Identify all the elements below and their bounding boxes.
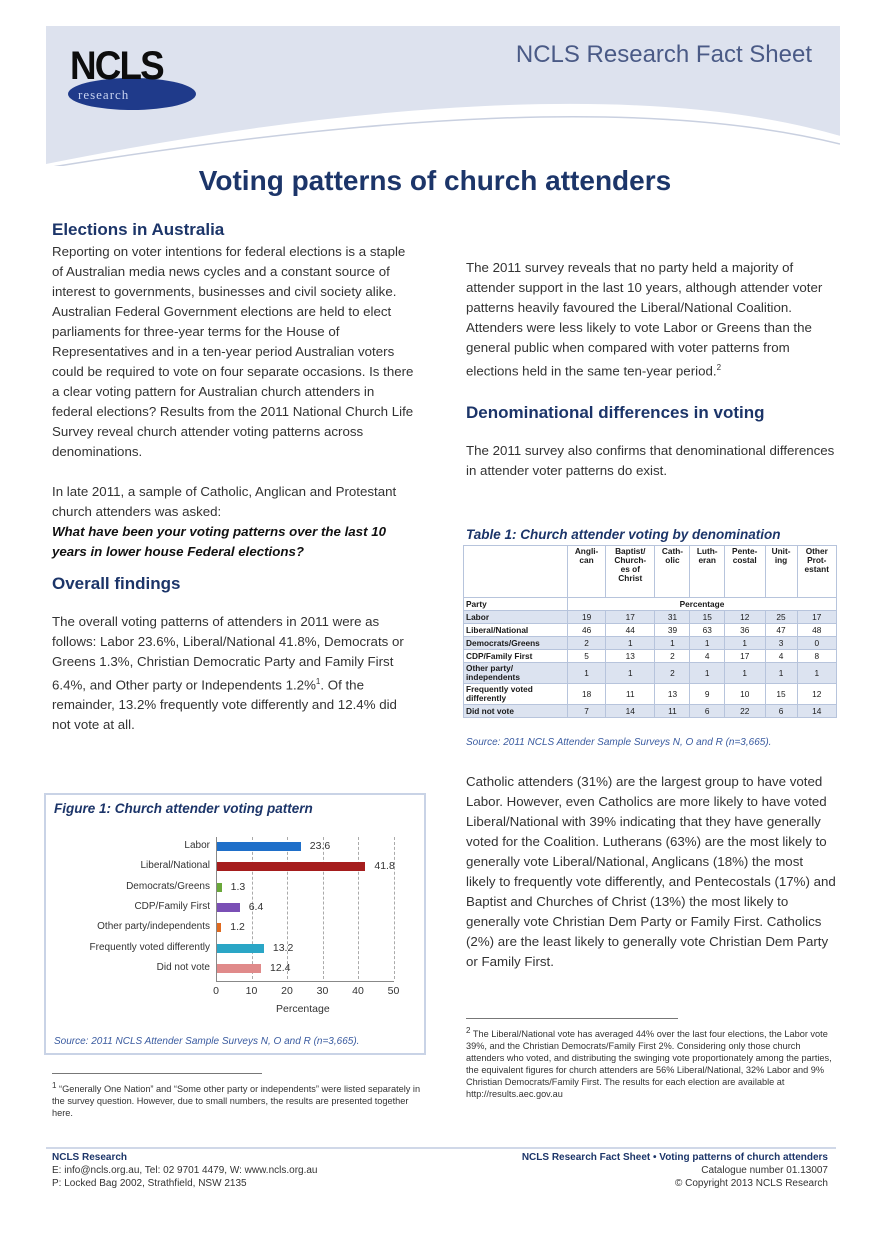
column-header: Other Prot- estant (797, 546, 836, 598)
footnote-2-text: The Liberal/National vote has averaged 44% over the last four elections, the Labor vote 39%, and the Christian Democrats/Family First 2%. Considering only those church attenders who voted, and distributing the swinging vote proportionately among the parties, the equivalent figures for church attenders are 56% Liberal/National, 32% Labor and 9% Christian Democrats/Family First. The results for each election are available at http://results.aec.gov.au (466, 1029, 832, 1100)
value-cell: 11 (606, 684, 655, 705)
value-cell: 3 (765, 637, 797, 650)
value-cell: 10 (724, 684, 765, 705)
value-cell: 1 (568, 663, 606, 684)
bar (217, 862, 365, 871)
bar-value-label: 13.2 (272, 941, 294, 954)
value-cell: 36 (724, 624, 765, 637)
bar-category-label: Frequently voted differently (89, 941, 210, 953)
value-cell: 48 (797, 624, 836, 637)
table-corner-cell (464, 546, 568, 598)
value-cell: 4 (690, 650, 724, 663)
value-cell: 0 (797, 637, 836, 650)
value-cell: 19 (568, 611, 606, 624)
percentage-label-cell: Percentage (568, 598, 837, 611)
survey-question: What have been your voting patterns over the last 10 years in lower house Federal elections? (52, 524, 386, 559)
x-tick-label: 10 (245, 985, 258, 998)
value-cell: 13 (655, 684, 690, 705)
value-cell: 8 (797, 650, 836, 663)
overall-text-b: . Of the remainder, 13.2% frequently vote differently and 12.4% did not vote at all. (52, 677, 397, 733)
footnote-2-number: 2 (466, 1026, 471, 1035)
denominational-paragraph: The 2011 survey also confirms that denominational differences in attender voter patterns do exist. (466, 443, 835, 479)
table-row (464, 611, 837, 624)
figure-source: Source: 2011 NCLS Attender Sample Surveys N, O and R (n=3,665). (54, 1036, 360, 1047)
table-header-row (464, 546, 837, 598)
footnote-1-text: “Generally One Nation” and “Some other party or independents” were listed separately in the survey question. However, due to small numbers, the results are presented together here. (52, 1084, 421, 1119)
section-heading-elections: Elections in Australia (52, 220, 225, 239)
gridline (358, 837, 359, 979)
value-cell: 17 (797, 611, 836, 624)
value-cell: 63 (690, 624, 724, 637)
value-cell: 2 (568, 637, 606, 650)
ncls-logo (68, 44, 198, 114)
table-source: Source: 2011 NCLS Attender Sample Surveys N, O and R (n=3,665). (466, 737, 772, 748)
value-cell: 12 (797, 684, 836, 705)
section-heading-denominational: Denominational differences in voting (466, 403, 765, 423)
overall-paragraph (52, 612, 416, 735)
footnote-ref-1: 1 (315, 677, 321, 686)
value-cell: 1 (797, 663, 836, 684)
footnote-1 (52, 1080, 422, 1119)
value-cell: 31 (655, 611, 690, 624)
bar-category-label: Did not vote (156, 961, 210, 973)
right-column (466, 258, 836, 481)
bar-value-label: 1.2 (230, 921, 245, 934)
bar (217, 923, 221, 932)
footer-divider (46, 1147, 836, 1149)
value-cell: 9 (690, 684, 724, 705)
value-cell: 2 (655, 663, 690, 684)
value-cell: 44 (606, 624, 655, 637)
party-name-cell: Frequently voted differently (464, 684, 568, 705)
bar (217, 903, 240, 912)
logo-text: NCLS (70, 44, 163, 88)
x-tick-label: 40 (352, 985, 364, 998)
majority-text: The 2011 survey reveals that no party held a majority of attender support in the last 10 years, although attender voter patterns heavily favoured the Liberal/National Coalition. Attenders were less likely to vote Labor or Greens than the general public when compared with voter patterns from elections held in the same ten-year period. (466, 260, 823, 379)
column-header: Cath- olic (655, 546, 690, 598)
column-header: Unit- ing (765, 546, 797, 598)
gridline (287, 837, 288, 979)
bar (217, 842, 301, 851)
value-cell: 1 (724, 663, 765, 684)
value-cell: 4 (765, 650, 797, 663)
denomination-table (463, 545, 837, 718)
page-header (46, 26, 840, 166)
column-header: Angli- can (568, 546, 606, 598)
overall-text-a: The overall voting patterns of attenders in 2011 were as follows: Labor 23.6%, Liberal/National 41.8%, Democrats or Greens 1.3%, Christian Democratic Party and Family First 6.4%, and Other party or Independents 1.2% (52, 614, 404, 693)
x-tick-label: 30 (316, 985, 329, 998)
table-row (464, 637, 837, 650)
table-row (464, 624, 837, 637)
x-tick-label: 0 (213, 985, 219, 998)
footnote-ref-2: 2 (716, 363, 722, 372)
table-row (464, 663, 837, 684)
bar (217, 964, 261, 973)
x-axis-title: Percentage (276, 1003, 330, 1016)
value-cell: 2 (655, 650, 690, 663)
value-cell: 13 (606, 650, 655, 663)
table-title: Table 1: Church attender voting by denomination (466, 527, 781, 542)
footnote-2 (466, 1025, 834, 1100)
bar-value-label: 12.4 (270, 961, 291, 974)
footer-contact-line[interactable]: E: info@ncls.org.au, Tel: 02 9701 4479, W: www.ncls.org.au (52, 1165, 318, 1176)
logo-subtext: research (78, 87, 130, 102)
value-cell: 15 (690, 611, 724, 624)
bar-category-label: Liberal/National (140, 860, 210, 872)
value-cell: 11 (655, 705, 690, 718)
party-name-cell: Labor (464, 611, 568, 624)
page-title: Voting patterns of church attenders (198, 165, 672, 196)
value-cell: 1 (606, 663, 655, 684)
value-cell: 14 (606, 705, 655, 718)
table-row (464, 650, 837, 663)
value-cell: 39 (655, 624, 690, 637)
table-label-row (464, 598, 837, 611)
footer-doc-title: NCLS Research Fact Sheet • Voting patterns of church attenders (521, 1152, 828, 1163)
majority-paragraph (466, 258, 836, 381)
value-cell: 14 (797, 705, 836, 718)
party-name-cell: Did not vote (464, 705, 568, 718)
copyright: © Copyright 2013 NCLS Research (675, 1178, 828, 1189)
value-cell: 1 (690, 637, 724, 650)
x-tick-label: 20 (281, 985, 293, 998)
bar (217, 883, 222, 892)
left-column (52, 220, 416, 735)
party-name-cell: CDP/Family First (464, 650, 568, 663)
value-cell: 12 (724, 611, 765, 624)
value-cell: 25 (765, 611, 797, 624)
value-cell: 7 (568, 705, 606, 718)
x-axis (216, 981, 394, 982)
column-header: Baptist/ Church- es of Christ (606, 546, 655, 598)
bar-chart (46, 825, 426, 1025)
bar-category-label: Other party/independents (97, 921, 210, 933)
value-cell: 15 (765, 684, 797, 705)
sample-paragraph: In late 2011, a sample of Catholic, Anglican and Protestant church attenders was asked: (52, 484, 397, 519)
value-cell: 17 (724, 650, 765, 663)
header-title: NCLS Research Fact Sheet (515, 41, 812, 68)
bar-value-label: 6.4 (248, 900, 264, 913)
figure-voting-pattern (44, 793, 426, 1055)
value-cell: 47 (765, 624, 797, 637)
section-heading-overall: Overall findings (52, 574, 181, 593)
footnote-divider (52, 1073, 262, 1074)
value-cell: 18 (568, 684, 606, 705)
bar-category-label: Democrats/Greens (126, 880, 210, 892)
bar-category-label: CDP/Family First (134, 900, 210, 912)
bar-value-label: 41.8 (374, 860, 395, 873)
footer-contact (52, 1151, 317, 1190)
bar-category-label: Labor (184, 840, 210, 851)
bar (217, 944, 264, 953)
party-label-cell: Party (464, 598, 568, 611)
catalogue-number: Catalogue number 01.13007 (701, 1165, 828, 1176)
value-cell: 17 (606, 611, 655, 624)
footer-address: P: Locked Bag 2002, Strathfield, NSW 2135 (52, 1178, 247, 1189)
footer-catalogue (522, 1151, 828, 1190)
column-header: Luth- eran (690, 546, 724, 598)
value-cell: 1 (606, 637, 655, 650)
elections-paragraph: Reporting on voter intentions for federal elections is a staple of Australian media news cycles and a constant source of interest to governments, businesses and civil society alike. Australian Federal Government elections are held to elect parliaments for three-year terms for the House of Representatives and in a ten-year period Australian voters could be required to vote on four separate occasions. Is there a clear voting pattern for Australian church attenders in federal elections? Results from the 2011 National Church Life Survey reveal church attender voting patterns across denominations. (52, 244, 414, 459)
value-cell: 22 (724, 705, 765, 718)
value-cell: 1 (655, 637, 690, 650)
catholic-paragraph: Catholic attenders (31%) are the largest group to have voted Labor. However, even Catholics are more likely to have voted Liberal/National with 39% indicating that they have generally voted for the Coalition. Lutherans (63%) are the most likely to generally vote Liberal/National, Anglicans (18%) the most likely to frequently vote differently, and Pentecostals (17%) and Baptist and Churches of Christ (13%) the most likely to generally vote Christian Dem Party or Family First. Catholics (2%) are the least likely to generally vote Christian Dem Party or Family First. (466, 774, 836, 969)
figure-title: Figure 1: Church attender voting pattern (54, 801, 313, 816)
value-cell: 6 (765, 705, 797, 718)
party-name-cell: Liberal/National (464, 624, 568, 637)
value-cell: 5 (568, 650, 606, 663)
party-name-cell: Other party/ independents (464, 663, 568, 684)
bar-value-label: 1.3 (230, 880, 246, 893)
gridline (323, 837, 324, 979)
table-row (464, 705, 837, 718)
x-tick-label: 50 (387, 985, 400, 998)
value-cell: 1 (724, 637, 765, 650)
table-row (464, 684, 837, 705)
value-cell: 1 (765, 663, 797, 684)
bar-value-label: 23.6 (309, 840, 331, 852)
value-cell: 1 (690, 663, 724, 684)
footnote-1-number: 1 (52, 1081, 57, 1090)
footnote-divider-right (466, 1018, 678, 1019)
gridline (394, 837, 395, 979)
footer-org-name: NCLS Research (52, 1152, 128, 1163)
column-header: Pente- costal (724, 546, 765, 598)
value-cell: 6 (690, 705, 724, 718)
value-cell: 46 (568, 624, 606, 637)
party-name-cell: Democrats/Greens (464, 637, 568, 650)
